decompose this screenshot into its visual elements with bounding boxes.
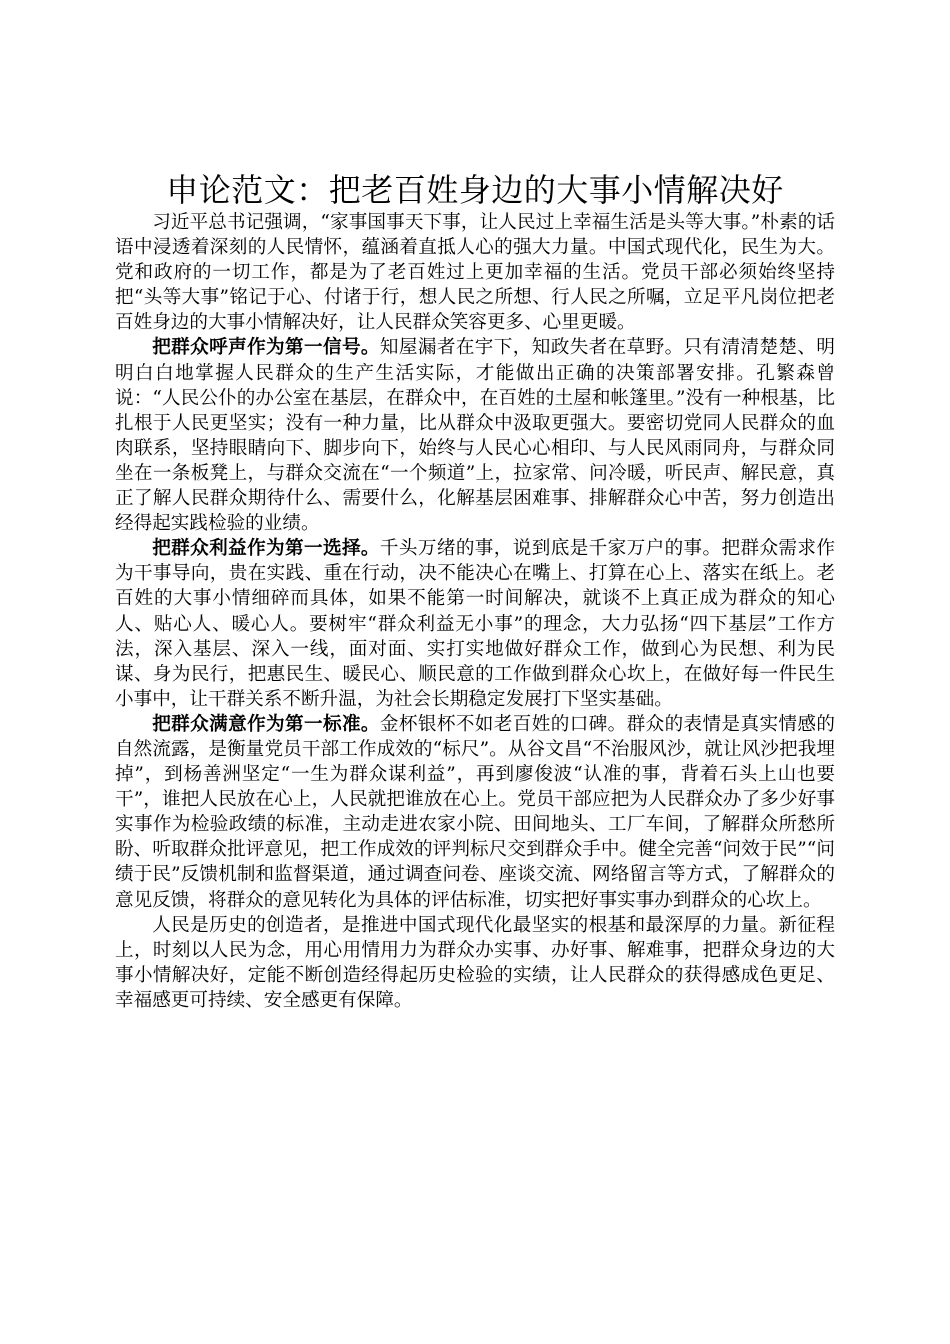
paragraph-text: 金杯银杯不如老百姓的口碑。群众的表情是真实情感的自然流露，是衡量党员干部工作成效的“标尺”。从谷文昌“不治服风沙，就让风沙把我埋掉”，到杨善洲坚定“一生为群众谋利益”，再到廖俊波“认准的事，背着石头上山也要干”，谁把人民放在心上，人民就把谁放在心上。党员干部应把为人民群众办了多少好事实事作为检验政绩的标准，主动走进农家小院、田间地头、工厂车间，了解群众所愁所盼、听取群众批评意见，把工作成效的评判标尺交到群众手中。健全完善“问效于民”“问绩于民”反馈机制和监督渠道，通过调查问卷、座谈交流、网络留言等方式，了解群众的意见反馈，将群众的意见转化为具体的评估标准，切实把好事实事办到群众的心坎上。	[115, 713, 835, 911]
paragraph-lead: 把群众满意作为第一标准。	[152, 713, 380, 735]
paragraph-text: 知屋漏者在宇下，知政失者在草野。只有清清楚楚、明明白白地掌握人民群众的生产生活实际，才能做出正确的决策部署安排。孔繁森曾说：“人民公仆的办公室在基层，在群众中，在百姓的土屋和帐篷里。”没有一种根基，比扎根于人民更坚实；没有一种力量，比从群众中汲取更强大。要密切党同人民群众的血肉联系，坚持眼睛向下、脚步向下，始终与人民心心相印、与人民风雨同舟，与群众同坐在一条板凳上，与群众交流在“一个频道”上，拉家常、问冷暖，听民声、解民意，真正了解人民群众期待什么、需要什么，化解基层困难事、排解群众心中苦，努力创造出经得起实践检验的业绩。	[115, 337, 835, 535]
paragraph-first-standard	[115, 712, 835, 913]
document-page	[115, 170, 835, 1013]
paragraph-text: 千头万绪的事，说到底是千家万户的事。把群众需求作为干事导向，贵在实践、重在行动，决不能决心在嘴上、打算在心上、落实在纸上。老百姓的大事小情细碎而具体，如果不能第一时间解决，就谈不上真正成为群众的知心人、贴心人、暖心人。要树牢“群众利益无小事”的理念，大力弘扬“四下基层”工作方法，深入基层、深入一线，面对面、实打实地做好群众工作，做到心为民想、利为民谋、身为民行，把惠民生、暖民心、顺民意的工作做到群众心坎上，在做好每一件民生小事中，让干群关系不断升温，为社会长期稳定发展打下坚实基础。	[115, 538, 835, 710]
paragraph-first-signal	[115, 335, 835, 536]
paragraph-first-choice	[115, 536, 835, 712]
paragraph-text: 人民是历史的创造者，是推进中国式现代化最坚实的根基和最深厚的力量。新征程上，时刻以人民为念，用心用情用力为群众办实事、办好事、解难事，把群众身边的大事小情解决好，定能不断创造经得起历史检验的实绩，让人民群众的获得感成色更足、幸福感更可持续、安全感更有保障。	[115, 914, 835, 1011]
paragraph-text: 习近平总书记强调，“家事国事天下事，让人民过上幸福生活是头等大事。”朴素的话语中浸透着深刻的人民情怀，蕴涵着直抵人心的强大力量。中国式现代化，民生为大。党和政府的一切工作，都是为了老百姓过上更加幸福的生活。党员干部必须始终坚持把“头等大事”铭记于心、付诸于行，想人民之所想、行人民之所嘱，立足平凡岗位把老百姓身边的大事小情解决好，让人民群众笑容更多、心里更暖。	[115, 212, 835, 334]
document-title: 申论范文：把老百姓身边的大事小情解决好	[166, 171, 784, 209]
paragraph-lead: 把群众利益作为第一选择。	[152, 538, 380, 560]
paragraph-conclusion	[115, 913, 835, 1013]
paragraph-intro	[115, 210, 835, 335]
paragraph-lead: 把群众呼声作为第一信号。	[152, 337, 380, 359]
